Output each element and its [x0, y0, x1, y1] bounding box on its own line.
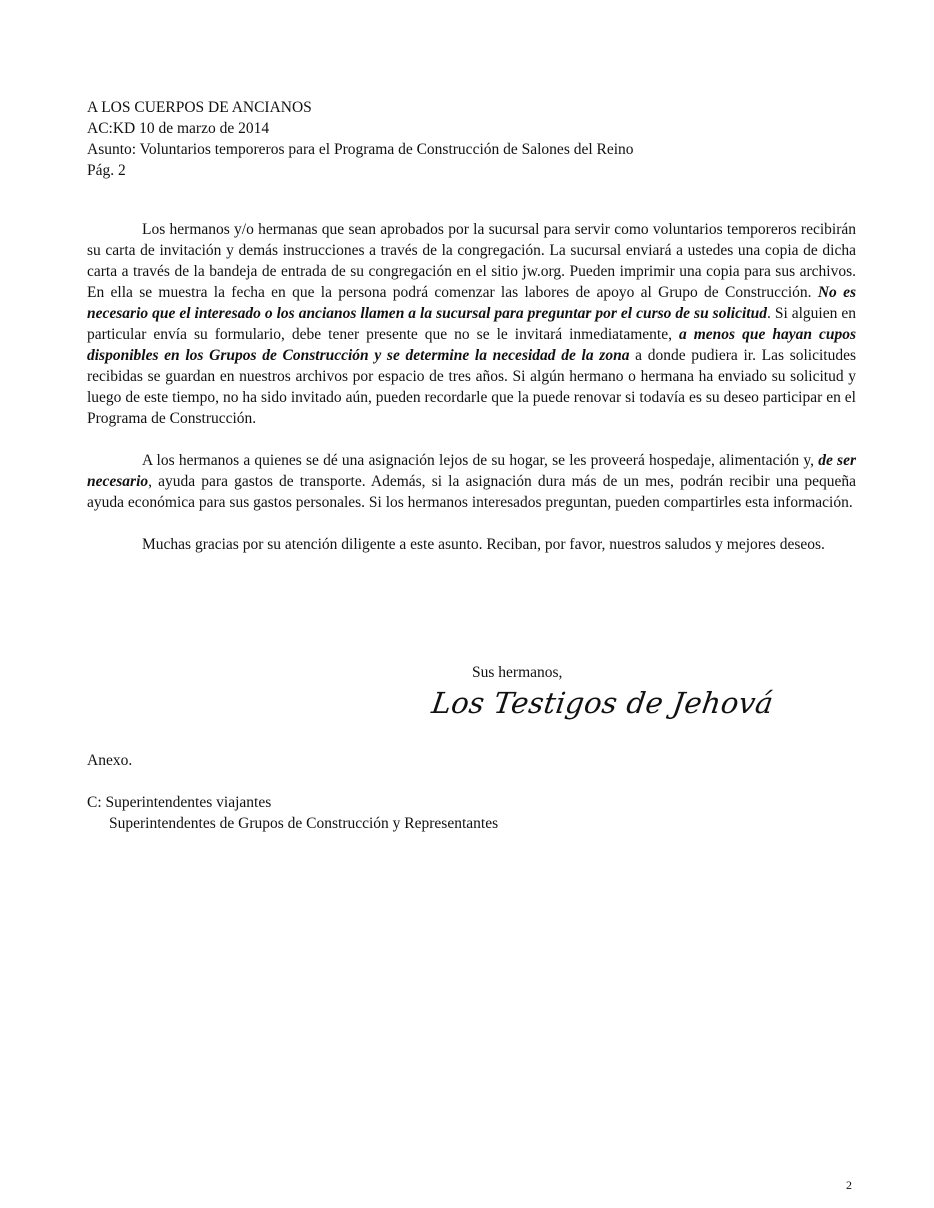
copies-list — [87, 792, 498, 834]
addressee-line: A LOS CUERPOS DE ANCIANOS — [87, 99, 312, 116]
paragraph-text: a donde pudiera ir. Las solicitudes recibidas se guardan en nuestros archivos por espacio de tres años. Si algún hermano o hermana ha enviado su solicitud y luego de este tiempo, no ha sido invitado aún, pueden recordarle que la puede renovar si todavía es su deseo participar en el Programa de Construcción. — [87, 347, 857, 427]
paragraph-provisions — [87, 450, 856, 513]
page-label: Pág. 2 — [87, 162, 126, 179]
paragraph-thanks — [87, 534, 856, 555]
copies-line: Superintendentes de Grupos de Construcción y Representantes — [109, 815, 499, 832]
signature: Los Testigos de Jehová — [429, 686, 776, 720]
paragraph-text: Muchas gracias por su atención diligente a este asunto. Reciban, por favor, nuestros saludos y mejores deseos. — [142, 536, 825, 553]
emphasis-text: de ser necesario — [87, 452, 857, 490]
copies-line: C: Superintendentes viajantes — [87, 794, 272, 811]
paragraph-text: . Si alguien en particular envía su formulario, debe tener presente que no se le invitará inmediatamente, — [87, 305, 856, 343]
page-number: 2 — [846, 1178, 852, 1192]
emphasis-text: No es necesario que el interesado o los ancianos llamen a la sucursal para preguntar por el curso de su solicitud — [87, 284, 856, 322]
paragraph-text: A los hermanos a quienes se dé una asignación lejos de su hogar, se les proveerá hospedaje, alimentación y, — [142, 452, 819, 469]
reference-line: AC:KD 10 de marzo de 2014 — [87, 120, 270, 137]
paragraph-text: Los hermanos y/o hermanas que sean aprobados por la sucursal para servir como voluntarios temporeros recibirán su carta de invitación y demás instrucciones a través de la congregación. La sucursal enviará a ustedes una copia de dicha carta a través de la bandeja de entrada de su congregación en el sitio jw.org. Pueden imprimir una copia para sus archivos. En ella se muestra la fecha en que la persona podrá comenzar las labores de apoyo al Grupo de Construcción. — [87, 221, 856, 301]
letter-header — [87, 97, 867, 181]
enclosure-note: Anexo. — [87, 752, 133, 769]
subject-line: Asunto: Voluntarios temporeros para el Programa de Construcción de Salones del Reino — [87, 141, 634, 158]
closing-salutation: Sus hermanos, — [472, 664, 563, 681]
emphasis-text: a menos que hayan cupos disponibles en los Grupos de Construcción y se determine la necesidad de la zona — [87, 326, 856, 364]
letter-body — [87, 219, 856, 576]
paragraph-text: , ayuda para gastos de transporte. Además, si la asignación dura más de un mes, podrán recibir una pequeña ayuda económica para sus gastos personales. Si los hermanos interesados preguntan, pueden compartirles esta información. — [87, 473, 856, 511]
paragraph-invitation — [87, 219, 856, 429]
